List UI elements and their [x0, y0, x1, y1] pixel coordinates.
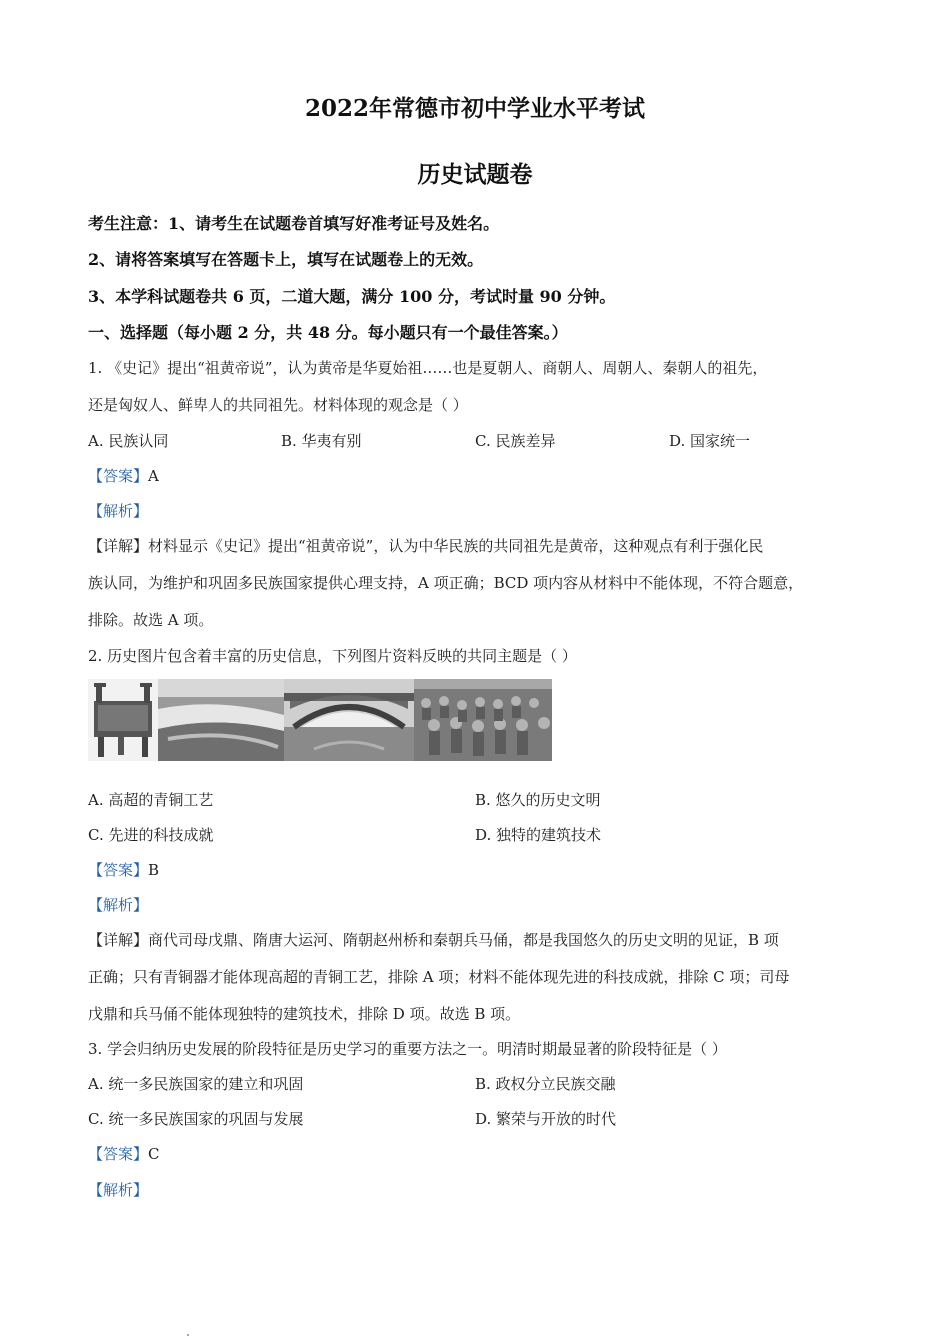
q3-answer-value: C: [148, 1145, 160, 1163]
q2-option-a: A. 高超的青铜工艺: [88, 791, 214, 809]
q2-detail-text-1: 商代司母戊鼎、隋唐大运河、隋朝赵州桥和秦朝兵马俑，都是我国悠久的历史文明的见证，B 项: [148, 931, 779, 949]
q1-detail-line-1: [88, 535, 763, 556]
q1-stem-line-2: 还是匈奴人、鲜卑人的共同祖先。材料体现的观念是（ ）: [88, 396, 468, 414]
q1-detail-text-1: 材料显示《史记》提出“祖黄帝说”，认为中华民族的共同祖先是黄帝，这种观点有利于强化民: [148, 537, 764, 555]
answer-label: 【答案】: [88, 1145, 149, 1163]
q1-answer: [88, 465, 159, 486]
q2-option-b: B. 悠久的历史文明: [475, 791, 601, 809]
q2-answer: [88, 859, 159, 880]
q3-option-c: C. 统一多民族国家的巩固与发展: [88, 1110, 304, 1128]
q1-analysis-label: 【解析】: [88, 502, 149, 520]
q1-option-d: D. 国家统一: [669, 432, 751, 450]
q2-option-d: D. 独特的建筑技术: [475, 826, 602, 844]
answer-label: 【答案】: [88, 861, 149, 879]
grand-canal-photo: [158, 679, 284, 761]
q2-stem: 2. 历史图片包含着丰富的历史信息，下列图片资料反映的共同主题是（ ）: [88, 647, 577, 665]
footer-dot: [187, 1334, 189, 1336]
q3-option-b: B. 政权分立民族交融: [475, 1075, 616, 1093]
q3-analysis-label: 【解析】: [88, 1181, 149, 1199]
exam-title: 2022年常德市初中学业水平考试: [304, 95, 645, 122]
q1-option-b: B. 华夷有别: [281, 432, 362, 450]
q1-answer-value: A: [148, 467, 159, 485]
q2-detail-line-3: 戊鼎和兵马俑不能体现独特的建筑技术，排除 D 项。故选 B 项。: [88, 1005, 521, 1023]
detail-label: 【详解】: [88, 537, 149, 555]
q1-option-c: C. 民族差异: [475, 432, 556, 450]
q1-detail-line-2: 族认同，为维护和巩固多民族国家提供心理支持，A 项正确；BCD 项内容从材料中不能体现，不符合题意，: [88, 574, 804, 592]
notice-line-1: 考生注意：1、请考生在试题卷首填写好准考证号及姓名。: [88, 214, 500, 233]
q3-answer: [88, 1143, 160, 1164]
q1-option-a: A. 民族认同: [88, 432, 169, 450]
notice-line-3: 3、本学科试题卷共 6 页，二道大题，满分 100 分，考试时量 90 分钟。: [88, 287, 616, 306]
q2-option-c: C. 先进的科技成就: [88, 826, 214, 844]
q2-answer-value: B: [148, 861, 160, 879]
q2-analysis-label: 【解析】: [88, 896, 149, 914]
detail-label: 【详解】: [88, 931, 149, 949]
section-heading: 一、选择题（每小题 2 分，共 48 分。每小题只有一个最佳答案。）: [88, 323, 568, 342]
q1-detail-line-3: 排除。故选 A 项。: [88, 611, 214, 629]
q2-detail-line-1: [88, 929, 779, 950]
q3-stem: 3. 学会归纳历史发展的阶段特征是历史学习的重要方法之一。明清时期最显著的阶段特征是（ ）: [88, 1040, 727, 1058]
zhaozhou-bridge-photo: [284, 679, 414, 761]
q2-detail-line-2: 正确；只有青铜器才能体现高超的青铜工艺，排除 A 项；材料不能体现先进的科技成就，排除 C 项；司母: [88, 968, 790, 986]
q2-photo-strip: [88, 679, 552, 761]
ding-vessel-photo: [88, 679, 158, 761]
q1-stem-line-1: 1. 《史记》提出“祖黄帝说”，认为黄帝是华夏始祖……也是夏朝人、商朝人、周朝人、秦朝人的祖先，: [88, 359, 768, 377]
notice-line-2: 2、请将答案填写在答题卡上，填写在试题卷上的无效。: [88, 250, 484, 269]
answer-label: 【答案】: [88, 467, 149, 485]
exam-subtitle: 历史试题卷: [417, 161, 533, 188]
q3-option-d: D. 繁荣与开放的时代: [475, 1110, 617, 1128]
q3-option-a: A. 统一多民族国家的建立和巩固: [88, 1075, 304, 1093]
terracotta-army-photo: [414, 679, 552, 761]
